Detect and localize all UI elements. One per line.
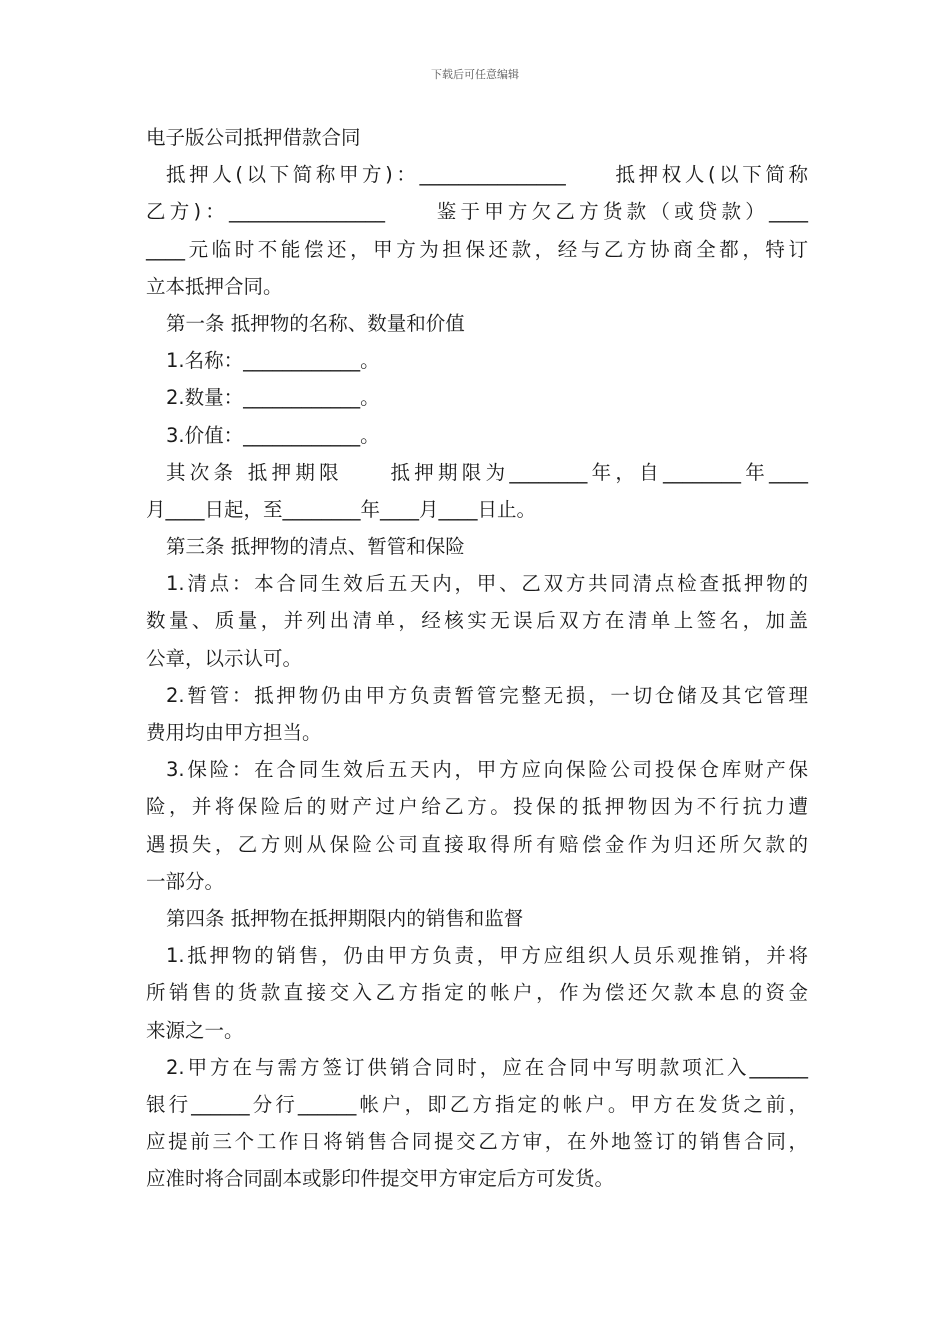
list-item: 2.甲方在与需方签订供销合同时，应在合同中写明款项汇入______ [166, 1055, 808, 1079]
list-item: 2.数量：____________。 [166, 386, 380, 410]
paragraph-line: 应提前三个工作日将销售合同提交乙方审，在外地签订的销售合同， [146, 1130, 808, 1154]
paragraph-line: 险，并将保险后的财产过户给乙方。投保的抵押物因为不行抗力遭 [146, 795, 808, 819]
paragraph-line: 公章，以示认可。 [146, 646, 303, 670]
paragraph-line: 数量、质量，并列出清单，经核实无误后双方在清单上签名，加盖 [146, 609, 808, 633]
paragraph-line: 立本抵押合同。 [146, 274, 283, 298]
list-item: 1.清点：本合同生效后五天内，甲、乙双方共同清点检查抵押物的 [166, 572, 808, 596]
paragraph-line: 应准时将合同副本或影印件提交甲方审定后方可发货。 [146, 1167, 615, 1191]
paragraph-line: 银行______分行______帐户，即乙方指定的帐户。甲方在发货之前， [146, 1092, 808, 1116]
paragraph-line: 遇损失，乙方则从保险公司直接取得所有赔偿金作为归还所欠款的 [146, 832, 808, 856]
article-heading: 第四条 抵押物在抵押期限内的销售和监督 [166, 906, 524, 930]
contract-body [146, 119, 808, 1197]
paragraph-line: 来源之一。 [146, 1018, 244, 1042]
paragraph-line: ____元临时不能偿还，甲方为担保还款，经与乙方协商全都，特订 [146, 237, 808, 261]
paragraph-line: 抵押人(以下简称甲方)：_______________ 抵押权人(以下简称 [166, 163, 808, 187]
list-item: 1.名称：____________。 [166, 349, 380, 373]
paragraph-line: 月____日起，至________年____月____日止。 [146, 497, 537, 521]
paragraph-line: 乙方)：________________ 鉴于甲方欠乙方货款（或贷款）____ [146, 200, 808, 224]
list-item: 3.价值：____________。 [166, 423, 380, 447]
list-item: 2.暂管：抵押物仍由甲方负责暂管完整无损，一切仓储及其它管理 [166, 683, 808, 707]
page-header: 下载后可任意编辑 [431, 68, 519, 81]
paragraph-line: 一部分。 [146, 869, 225, 893]
article-heading: 第三条 抵押物的清点、暂管和保险 [166, 535, 465, 559]
list-item: 3.保险：在合同生效后五天内，甲方应向保险公司投保仓库财产保 [166, 758, 808, 782]
paragraph-line: 费用均由甲方担当。 [146, 721, 322, 744]
list-item: 1.抵押物的销售，仍由甲方负责，甲方应组织人员乐观推销，并将 [166, 944, 808, 968]
article-heading: 第一条 抵押物的名称、数量和价值 [166, 311, 465, 335]
contract-title: 电子版公司抵押借款合同 [146, 126, 361, 149]
article-heading: 其次条 抵押期限 抵押期限为________年，自________年____ [166, 460, 808, 484]
paragraph-line: 所销售的货款直接交入乙方指定的帐户，作为偿还欠款本息的资金 [146, 981, 808, 1005]
